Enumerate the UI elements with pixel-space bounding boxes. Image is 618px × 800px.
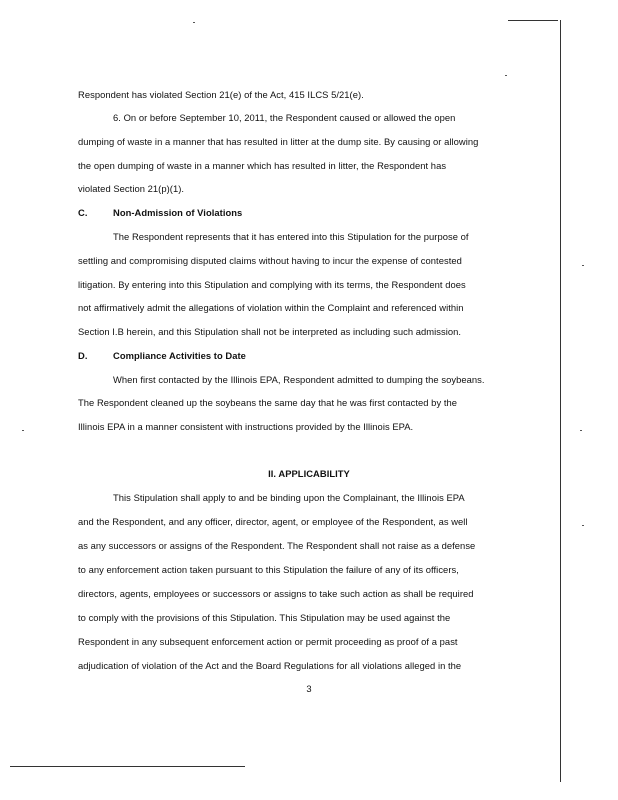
section-d-letter: D. bbox=[78, 350, 88, 361]
section-ii-heading: II. APPLICABILITY bbox=[268, 468, 350, 479]
section-c-line-3: litigation. By entering into this Stipulation and complying with its terms, the Respondent does bbox=[78, 279, 466, 290]
section-c-letter: C. bbox=[78, 207, 88, 218]
paragraph-6-line-2: dumping of waste in a manner that has resulted in litter at the dump site. By causing or allowing bbox=[78, 136, 479, 147]
scan-speck bbox=[193, 22, 195, 23]
section-c-heading: Non-Admission of Violations bbox=[113, 207, 243, 218]
section-ii-line-2: and the Respondent, and any officer, director, agent, or employee of the Respondent, as well bbox=[78, 516, 468, 527]
section-ii-line-8: adjudication of violation of the Act and the Board Regulations for all violations alleged in the bbox=[78, 660, 462, 671]
section-ii-line-7: Respondent in any subsequent enforcement action or permit proceeding as proof of a past bbox=[78, 636, 458, 647]
section-d-line-1: When first contacted by the Illinois EPA, Respondent admitted to dumping the soybeans. bbox=[113, 374, 485, 385]
section-c-line-5: Section I.B herein, and this Stipulation shall not be interpreted as including such admission. bbox=[78, 326, 462, 337]
scan-edge-top bbox=[508, 20, 558, 21]
section-ii-line-4: to any enforcement action taken pursuant to this Stipulation the failure of any of its officers, bbox=[78, 564, 459, 575]
section-d-line-3: Illinois EPA in a manner consistent with instructions provided by the Illinois EPA. bbox=[78, 421, 414, 432]
paragraph-6-line-3: the open dumping of waste in a manner which has resulted in litter, the Respondent has bbox=[78, 160, 447, 171]
paragraph-6-line-1: 6. On or before September 10, 2011, the Respondent caused or allowed the open bbox=[113, 112, 456, 123]
section-c-line-2: settling and compromising disputed claims without having to incur the expense of contested bbox=[78, 255, 462, 266]
body-text-line: Respondent has violated Section 21(e) of the Act, 415 ILCS 5/21(e). bbox=[78, 89, 364, 100]
section-ii-line-6: to comply with the provisions of this Stipulation. This Stipulation may be used against the bbox=[78, 612, 451, 623]
scan-speck bbox=[22, 430, 24, 431]
section-d-line-2: The Respondent cleaned up the soybeans the same day that he was first contacted by the bbox=[78, 397, 458, 408]
scan-edge-right bbox=[560, 20, 561, 782]
scan-speck bbox=[582, 265, 584, 266]
section-ii-line-5: directors, agents, employees or successors or assigns to take such action as shall be required bbox=[78, 588, 474, 599]
scan-speck bbox=[580, 430, 582, 431]
scan-speck bbox=[582, 525, 584, 526]
section-c-line-4: not affirmatively admit the allegations of violation within the Complaint and referenced within bbox=[78, 302, 464, 313]
scan-edge-bottom bbox=[10, 766, 245, 767]
page-number: 3 bbox=[306, 683, 312, 694]
section-d-heading: Compliance Activities to Date bbox=[113, 350, 246, 361]
section-ii-line-1: This Stipulation shall apply to and be binding upon the Complainant, the Illinois EPA bbox=[113, 492, 465, 503]
scan-speck bbox=[505, 75, 507, 76]
section-ii-line-3: as any successors or assigns of the Respondent. The Respondent shall not raise as a defense bbox=[78, 540, 476, 551]
paragraph-6-line-4: violated Section 21(p)(1). bbox=[78, 183, 185, 194]
section-c-line-1: The Respondent represents that it has entered into this Stipulation for the purpose of bbox=[113, 231, 469, 242]
